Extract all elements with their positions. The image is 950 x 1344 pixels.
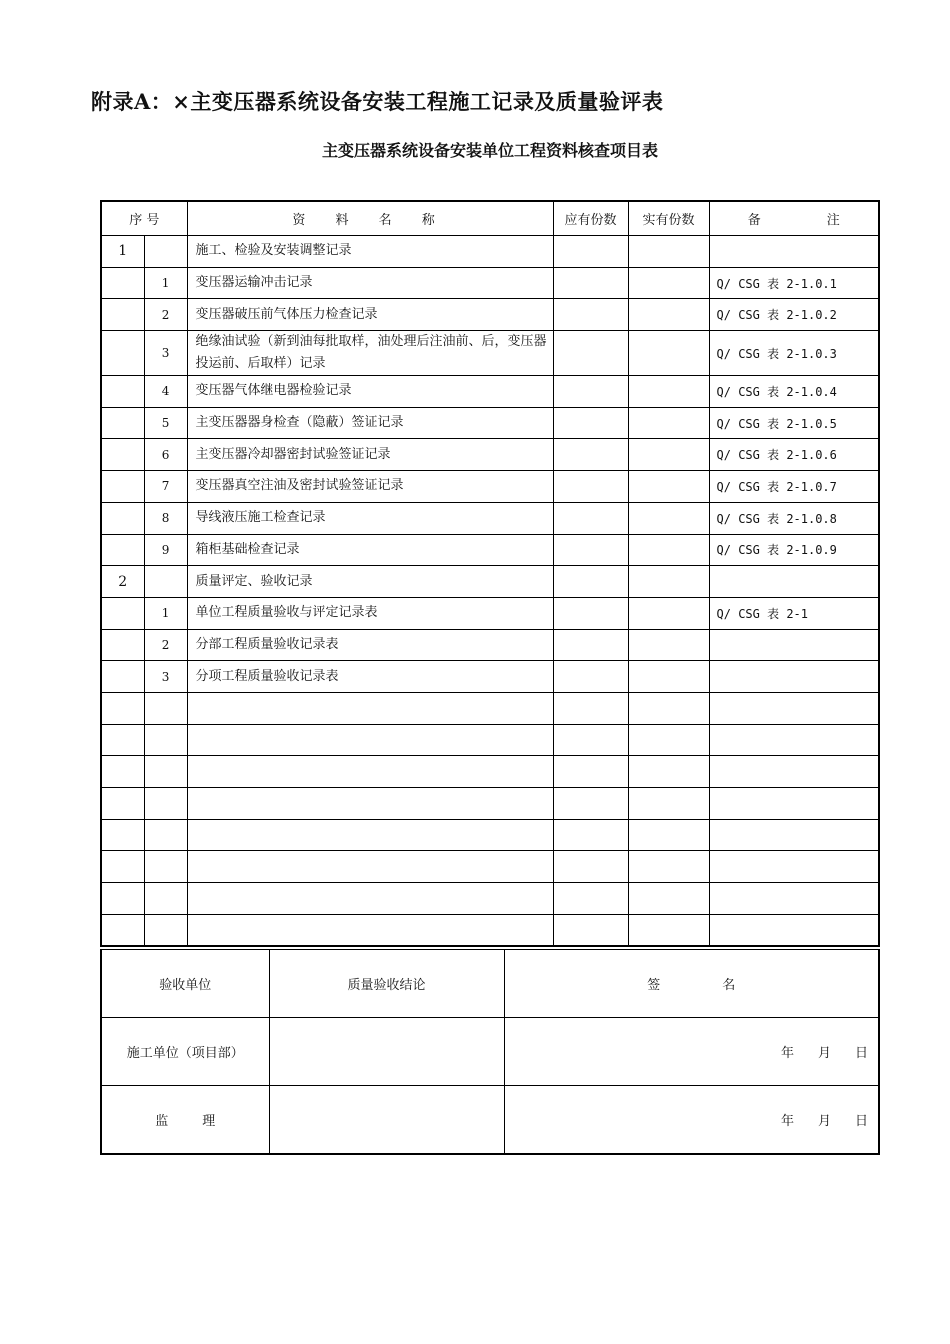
item-name: 单位工程质量验收与评定记录表	[187, 597, 553, 629]
table-row	[101, 471, 879, 503]
section-number	[101, 629, 144, 661]
header-seq: 序 号	[101, 201, 187, 236]
signature-label: 签 名	[504, 950, 879, 1018]
item-number	[144, 566, 187, 598]
blank-name	[187, 692, 553, 724]
blank-name	[187, 788, 553, 820]
item-note	[709, 629, 879, 661]
item-number: 7	[144, 471, 187, 503]
actual-copies-cell	[628, 597, 709, 629]
table-row	[101, 566, 879, 598]
required-copies-cell	[553, 502, 628, 534]
blank-actual	[628, 788, 709, 820]
blank-note	[709, 819, 879, 851]
table-row	[101, 331, 879, 376]
item-number: 8	[144, 502, 187, 534]
signoff-header-row	[101, 950, 879, 1018]
item-note: Q/ CSG 表 2-1.0.3	[709, 331, 879, 376]
acceptance-unit-label: 验收单位	[101, 950, 269, 1018]
item-name: 变压器真空注油及密封试验签证记录	[187, 471, 553, 503]
blank-note	[709, 883, 879, 915]
item-name: 分项工程质量验收记录表	[187, 661, 553, 693]
section-number: 1	[101, 236, 144, 268]
blank-required	[553, 883, 628, 915]
actual-copies-cell	[628, 236, 709, 268]
blank-seq2	[144, 724, 187, 756]
actual-copies-cell	[628, 629, 709, 661]
required-copies-cell	[553, 439, 628, 471]
blank-seq2	[144, 883, 187, 915]
required-copies-cell	[553, 661, 628, 693]
table-row	[101, 439, 879, 471]
table-row	[101, 629, 879, 661]
item-note	[709, 661, 879, 693]
section-number: 2	[101, 566, 144, 598]
blank-seq1	[101, 724, 144, 756]
section-number	[101, 439, 144, 471]
table-subtitle: 主变压器系统设备安装单位工程资料核查项目表	[321, 141, 658, 160]
construction-unit-label: 施工单位（项目部）	[101, 1018, 269, 1086]
header-name: 资 料 名 称	[187, 201, 553, 236]
blank-row	[101, 914, 879, 946]
blank-row	[101, 788, 879, 820]
item-name: 变压器气体继电器检验记录	[187, 376, 553, 408]
blank-actual	[628, 914, 709, 946]
item-number: 2	[144, 299, 187, 331]
section-number	[101, 407, 144, 439]
blank-note	[709, 851, 879, 883]
actual-copies-cell	[628, 267, 709, 299]
section-number	[101, 502, 144, 534]
item-name: 主变压器冷却器密封试验签证记录	[187, 439, 553, 471]
blank-note	[709, 692, 879, 724]
actual-copies-cell	[628, 502, 709, 534]
blank-actual	[628, 819, 709, 851]
blank-actual	[628, 724, 709, 756]
blank-name	[187, 914, 553, 946]
blank-actual	[628, 692, 709, 724]
section-number	[101, 376, 144, 408]
blank-seq1	[101, 819, 144, 851]
item-number: 9	[144, 534, 187, 566]
table-row	[101, 236, 879, 268]
actual-copies-cell	[628, 534, 709, 566]
required-copies-cell	[553, 534, 628, 566]
item-note: Q/ CSG 表 2-1.0.8	[709, 502, 879, 534]
header-note: 备 注	[709, 201, 879, 236]
blank-row	[101, 756, 879, 788]
blank-required	[553, 756, 628, 788]
table-header-row	[101, 201, 879, 236]
item-note: Q/ CSG 表 2-1.0.4	[709, 376, 879, 408]
blank-required	[553, 914, 628, 946]
blank-note	[709, 756, 879, 788]
blank-note	[709, 914, 879, 946]
item-number: 1	[144, 267, 187, 299]
item-name: 变压器运输冲击记录	[187, 267, 553, 299]
supervision-conclusion-cell[interactable]	[269, 1086, 504, 1155]
blank-name	[187, 756, 553, 788]
section-number	[101, 534, 144, 566]
item-note: Q/ CSG 表 2-1	[709, 597, 879, 629]
blank-required	[553, 724, 628, 756]
blank-name	[187, 724, 553, 756]
required-copies-cell	[553, 629, 628, 661]
item-name: 变压器破压前气体压力检查记录	[187, 299, 553, 331]
blank-row	[101, 883, 879, 915]
section-number	[101, 299, 144, 331]
construction-conclusion-cell[interactable]	[269, 1018, 504, 1086]
item-number: 2	[144, 629, 187, 661]
item-note: Q/ CSG 表 2-1.0.5	[709, 407, 879, 439]
item-note: Q/ CSG 表 2-1.0.9	[709, 534, 879, 566]
item-name: 施工、检验及安装调整记录	[187, 236, 553, 268]
blank-name	[187, 819, 553, 851]
blank-seq1	[101, 756, 144, 788]
blank-required	[553, 819, 628, 851]
item-number: 4	[144, 376, 187, 408]
blank-row	[101, 692, 879, 724]
item-note: Q/ CSG 表 2-1.0.1	[709, 267, 879, 299]
quality-conclusion-label: 质量验收结论	[269, 950, 504, 1018]
table-row	[101, 376, 879, 408]
blank-name	[187, 851, 553, 883]
actual-copies-cell	[628, 299, 709, 331]
required-copies-cell	[553, 331, 628, 376]
blank-row	[101, 851, 879, 883]
blank-row	[101, 819, 879, 851]
item-name: 导线液压施工检查记录	[187, 502, 553, 534]
blank-seq2	[144, 914, 187, 946]
item-note	[709, 236, 879, 268]
section-number	[101, 471, 144, 503]
blank-name	[187, 883, 553, 915]
table-row	[101, 597, 879, 629]
blank-row	[101, 724, 879, 756]
section-number	[101, 661, 144, 693]
construction-signature-cell[interactable]: 年 月 日	[504, 1018, 879, 1086]
construction-unit-row	[101, 1018, 879, 1086]
actual-copies-cell	[628, 407, 709, 439]
item-number: 5	[144, 407, 187, 439]
table-row	[101, 267, 879, 299]
item-number	[144, 236, 187, 268]
required-copies-cell	[553, 267, 628, 299]
required-copies-cell	[553, 299, 628, 331]
supervision-row	[101, 1086, 879, 1155]
required-copies-cell	[553, 566, 628, 598]
item-number: 1	[144, 597, 187, 629]
supervision-signature-cell[interactable]: 年 月 日	[504, 1086, 879, 1155]
item-number: 3	[144, 331, 187, 376]
item-name: 箱柜基础检查记录	[187, 534, 553, 566]
item-name: 质量评定、验收记录	[187, 566, 553, 598]
required-copies-cell	[553, 471, 628, 503]
item-name: 主变压器器身检查（隐蔽）签证记录	[187, 407, 553, 439]
item-note: Q/ CSG 表 2-1.0.6	[709, 439, 879, 471]
item-number: 6	[144, 439, 187, 471]
blank-seq1	[101, 851, 144, 883]
blank-required	[553, 851, 628, 883]
table-row	[101, 661, 879, 693]
actual-copies-cell	[628, 566, 709, 598]
blank-seq1	[101, 883, 144, 915]
actual-copies-cell	[628, 376, 709, 408]
table-row	[101, 502, 879, 534]
item-name: 绝缘油试验（新到油每批取样，油处理后注油前、后，变压器投运前、后取样）记录	[187, 331, 553, 376]
supervision-label: 监 理	[101, 1086, 269, 1155]
table-row	[101, 299, 879, 331]
section-number	[101, 597, 144, 629]
actual-copies-cell	[628, 661, 709, 693]
required-copies-cell	[553, 597, 628, 629]
item-note: Q/ CSG 表 2-1.0.7	[709, 471, 879, 503]
item-name: 分部工程质量验收记录表	[187, 629, 553, 661]
blank-seq1	[101, 788, 144, 820]
item-note: Q/ CSG 表 2-1.0.2	[709, 299, 879, 331]
blank-seq1	[101, 914, 144, 946]
blank-seq2	[144, 692, 187, 724]
blank-actual	[628, 883, 709, 915]
blank-seq1	[101, 692, 144, 724]
header-required: 应有份数	[553, 201, 628, 236]
section-number	[101, 267, 144, 299]
required-copies-cell	[553, 236, 628, 268]
blank-required	[553, 788, 628, 820]
actual-copies-cell	[628, 471, 709, 503]
section-number	[101, 331, 144, 376]
signoff-table	[100, 949, 880, 1155]
blank-actual	[628, 851, 709, 883]
header-actual: 实有份数	[628, 201, 709, 236]
blank-seq2	[144, 788, 187, 820]
data-checklist-table	[100, 200, 880, 947]
blank-note	[709, 724, 879, 756]
required-copies-cell	[553, 376, 628, 408]
page-title: 附录A：×主变压器系统设备安装工程施工记录及质量验评表	[91, 89, 664, 114]
required-copies-cell	[553, 407, 628, 439]
blank-actual	[628, 756, 709, 788]
item-number: 3	[144, 661, 187, 693]
blank-required	[553, 692, 628, 724]
table-row	[101, 407, 879, 439]
blank-seq2	[144, 819, 187, 851]
item-note	[709, 566, 879, 598]
table-row	[101, 534, 879, 566]
blank-seq2	[144, 851, 187, 883]
blank-seq2	[144, 756, 187, 788]
actual-copies-cell	[628, 439, 709, 471]
actual-copies-cell	[628, 331, 709, 376]
blank-note	[709, 788, 879, 820]
